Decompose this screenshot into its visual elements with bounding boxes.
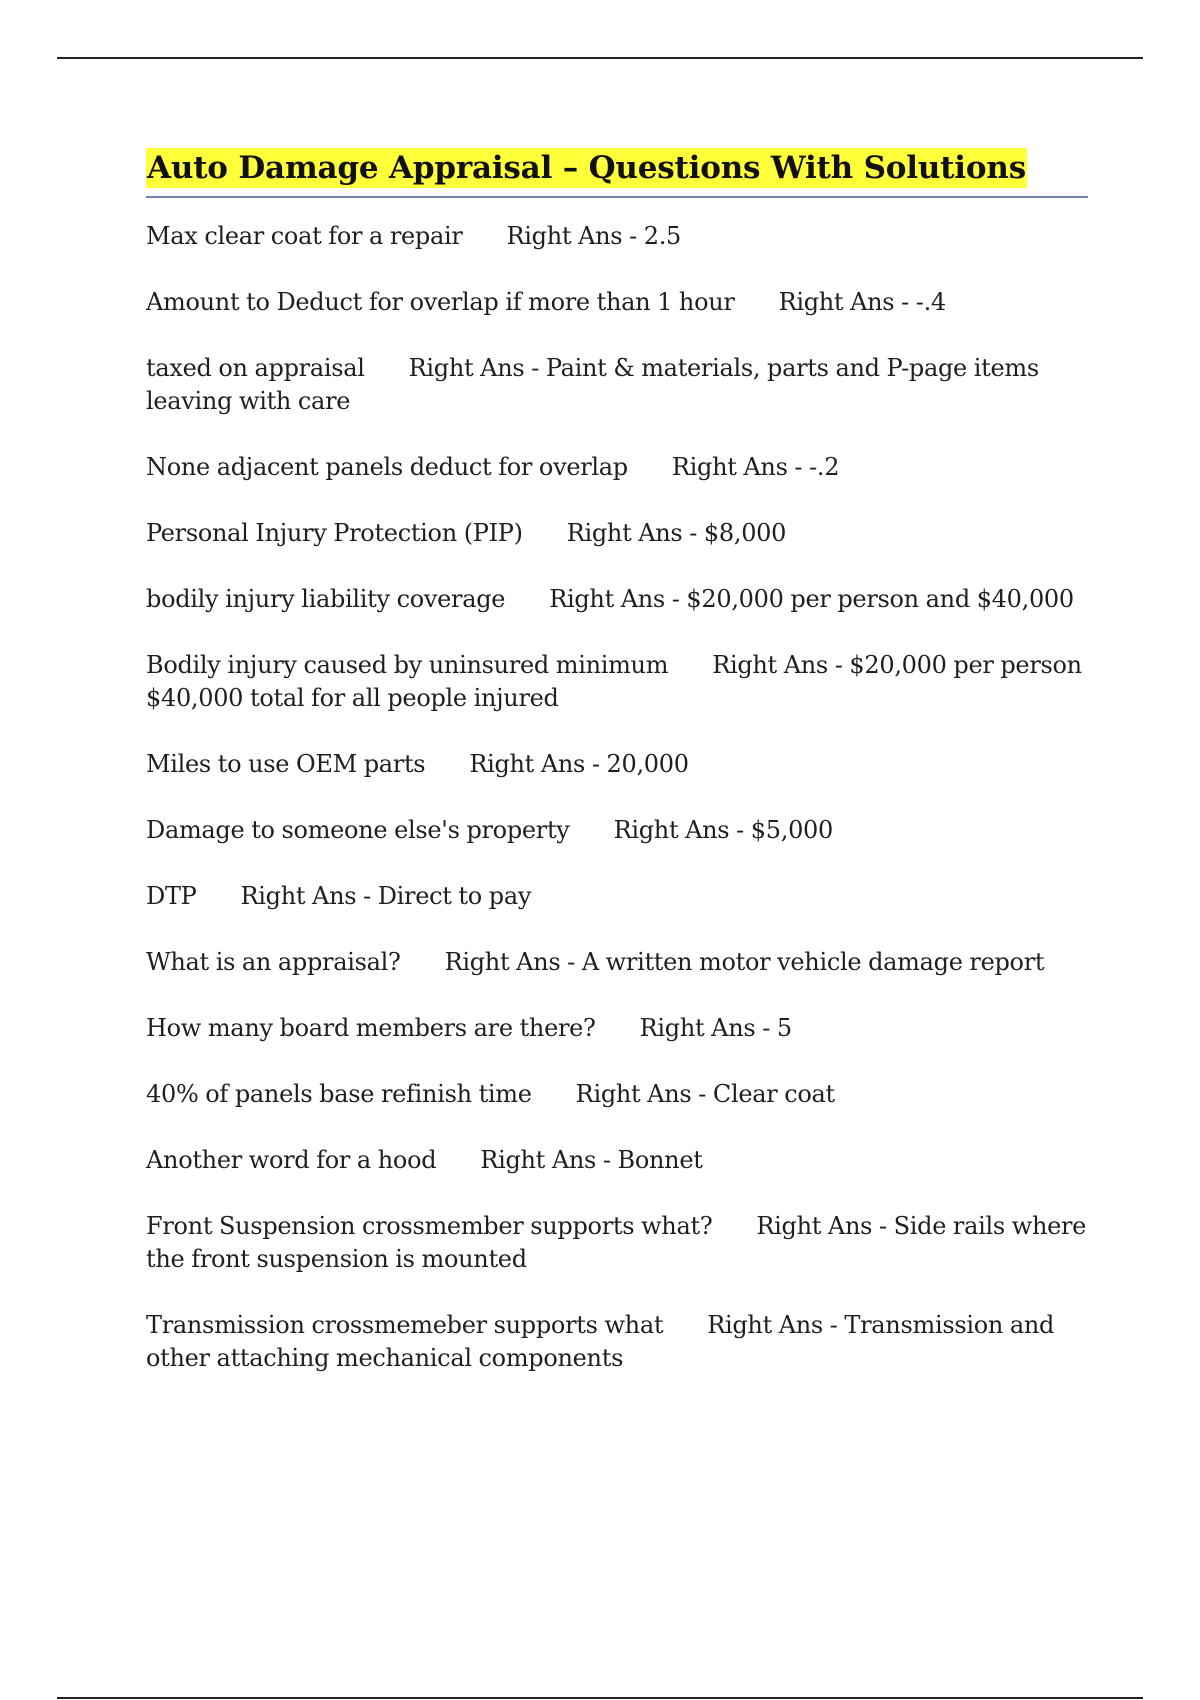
qa-item [146,451,1088,484]
question-text: DTP [146,882,197,910]
answer-text: Bonnet [617,1146,703,1174]
answer-prefix: Right Ans - [469,750,607,778]
answer-text: Direct to pay [377,882,532,910]
question-text: Bodily injury caused by uninsured minimum [146,651,669,679]
answer-prefix: Right Ans - [566,519,704,547]
answer-text: -.2 [809,453,840,481]
answer-text: 2.5 [643,222,682,250]
answer-prefix: Right Ans - [613,816,751,844]
answer-text: $8,000 [703,519,787,547]
question-text: How many board members are there? [146,1014,596,1042]
answer-text: $5,000 [750,816,833,844]
answer-prefix: Right Ans - [506,222,644,250]
answer-text: Paint & materials, parts and P-page items leaving with care [146,354,1039,415]
qa-item [146,649,1088,715]
question-text: Max clear coat for a repair [146,222,463,250]
question-text: bodily injury liability coverage [146,585,506,613]
question-text: Amount to Deduct for overlap if more than 1 hour [146,288,735,316]
page-title: Auto Damage Appraisal – Questions With Solutions [147,150,1026,186]
question-text: Another word for a hood [146,1146,437,1174]
qa-item [146,220,1088,253]
question-text: 40% of panels base refinish time [146,1080,532,1108]
qa-item [146,1012,1088,1045]
answer-text: $20,000 per person $40,000 total for all people injured [146,651,1082,712]
answer-text: $20,000 per person and $40,000 [686,585,1074,613]
qa-item [146,352,1088,418]
answer-prefix: Right Ans - [549,585,687,613]
answer-text: A written motor vehicle damage report [581,948,1045,976]
question-text: Front Suspension crossmember supports what? [146,1212,713,1240]
question-text: taxed on appraisal [146,354,365,382]
title-block [146,148,1088,198]
answer-prefix: Right Ans - [408,354,546,382]
answer-prefix: Right Ans - [480,1146,618,1174]
question-text: Transmission crossmemeber supports what [146,1311,664,1339]
answer-prefix: Right Ans - [240,882,378,910]
answer-prefix: Right Ans - [639,1014,777,1042]
answer-prefix: Right Ans - [707,1311,845,1339]
qa-item [146,946,1088,979]
qa-item [146,1309,1088,1375]
answer-text: Clear coat [712,1080,835,1108]
answer-prefix: Right Ans - [778,288,916,316]
answer-prefix: Right Ans - [756,1212,894,1240]
answer-text: -.4 [915,288,946,316]
qa-item [146,1210,1088,1276]
answer-text: Transmission and other attaching mechanical components [146,1311,1055,1372]
qa-list [146,220,1088,1375]
qa-item [146,1078,1088,1111]
qa-item [146,286,1088,319]
question-text: Miles to use OEM parts [146,750,426,778]
answer-text: 5 [776,1014,792,1042]
question-text: Damage to someone else's property [146,816,570,844]
qa-item [146,583,1088,616]
answer-prefix: Right Ans - [444,948,582,976]
question-text: Personal Injury Protection (PIP) [146,519,523,547]
answer-prefix: Right Ans - [575,1080,713,1108]
answer-text: 20,000 [606,750,689,778]
answer-prefix: Right Ans - [712,651,850,679]
answer-prefix: Right Ans - [671,453,810,481]
qa-item [146,517,1088,550]
qa-item [146,880,1088,913]
question-text: None adjacent panels deduct for overlap [146,453,628,481]
qa-item [146,814,1088,847]
qa-item [146,748,1088,781]
question-text: What is an appraisal? [146,948,401,976]
document-body [146,148,1088,1408]
answer-text: Side rails where the front suspension is mounted [146,1212,1087,1273]
qa-item [146,1144,1088,1177]
header-rule [57,57,1143,59]
footer-rule [57,1697,1143,1699]
